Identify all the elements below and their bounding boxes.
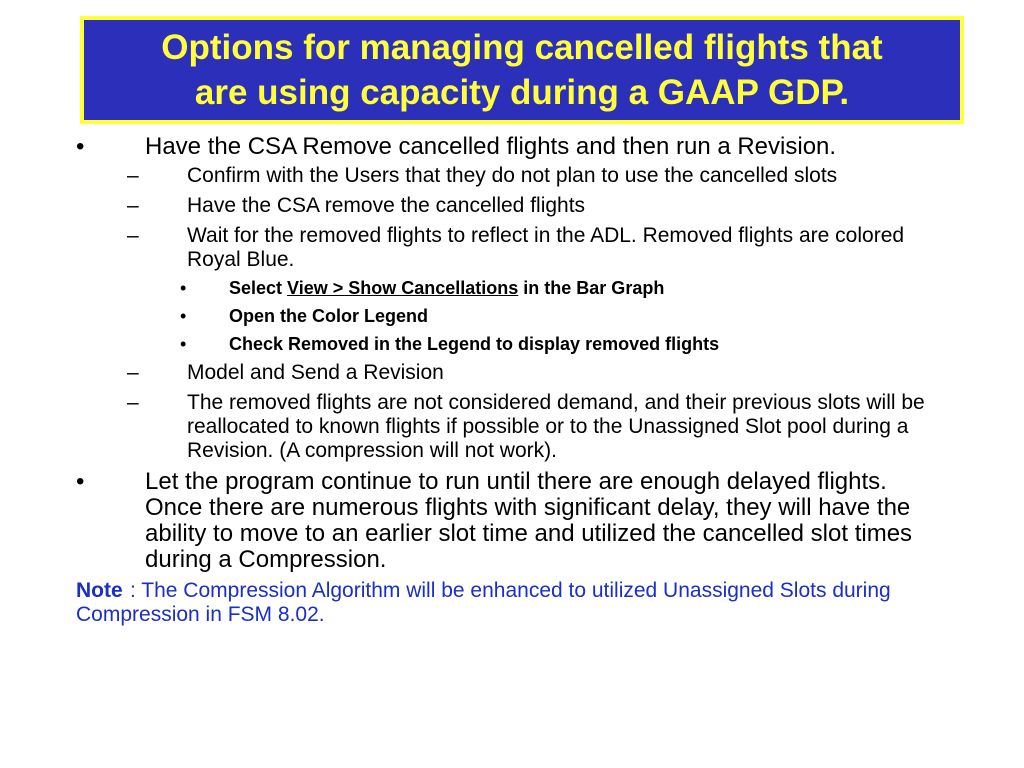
dash-text: Have the CSA remove the cancelled flights [187, 194, 586, 217]
dash-item [0, 361, 1024, 385]
bullet-item [0, 469, 1024, 573]
dash-item [0, 391, 1024, 463]
bullet-marker: • [76, 468, 85, 495]
menu-path-reference: View > Show Cancellations [287, 278, 519, 298]
dash-marker: – [127, 164, 139, 187]
note-paragraph [0, 579, 1024, 627]
sub-bullet-marker: • [180, 306, 187, 326]
sub-bullet-suffix: in the Bar Graph [518, 278, 665, 298]
dash-text: Wait for the removed flights to reflect in the ADL. Removed flights are colored Royal Blue. [187, 224, 905, 271]
sub-bullet-item [0, 305, 1024, 327]
dash-item [0, 224, 1024, 272]
sub-bullet-text: Open the Color Legend [229, 306, 429, 326]
dash-text: The removed flights are not considered demand, and their previous slots will be reallocated to known flights if possible or to the Unassigned Slot pool during a Revision. (A compression will not work). [187, 391, 925, 462]
slide-content [0, 134, 1024, 627]
sub-bullet-prefix: Select [229, 278, 288, 298]
sub-bullet-text: Check Removed in the Legend to display removed flights [229, 334, 720, 354]
dash-item [0, 194, 1024, 218]
sub-bullet-item [0, 333, 1024, 355]
dash-marker: – [127, 361, 139, 384]
dash-marker: – [127, 194, 139, 217]
note-text: : The Compression Algorithm will be enhanced to utilized Unassigned Slots during Compression in FSM 8.02. [76, 579, 891, 626]
sub-bullet-text [229, 277, 929, 299]
slide-title-line-1: Options for managing cancelled flights that [161, 28, 883, 67]
bullet-marker: • [76, 133, 85, 160]
dash-text: Model and Send a Revision [187, 361, 444, 384]
note-label: Note [76, 579, 123, 602]
dash-marker: – [127, 224, 139, 247]
slide-title-box [80, 16, 964, 124]
bullet-text: Let the program continue to run until there are enough delayed flights. Once there are numerous flights with significant delay, they will have the ability to move to an earlier slot time and utilized the cancelled slot times during a Compression. [145, 468, 913, 573]
dash-marker: – [127, 391, 139, 414]
sub-bullet-marker: • [180, 278, 187, 298]
slide-title [161, 25, 882, 115]
sub-bullet-item [0, 277, 1024, 299]
bullet-item [0, 134, 1024, 160]
slide-title-line-2: are using capacity during a GAAP GDP. [194, 73, 850, 112]
bullet-text: Have the CSA Remove cancelled flights and then run a Revision. [145, 133, 837, 160]
dash-text: Confirm with the Users that they do not plan to use the cancelled slots [187, 164, 838, 187]
dash-item [0, 164, 1024, 188]
sub-bullet-marker: • [180, 334, 187, 354]
